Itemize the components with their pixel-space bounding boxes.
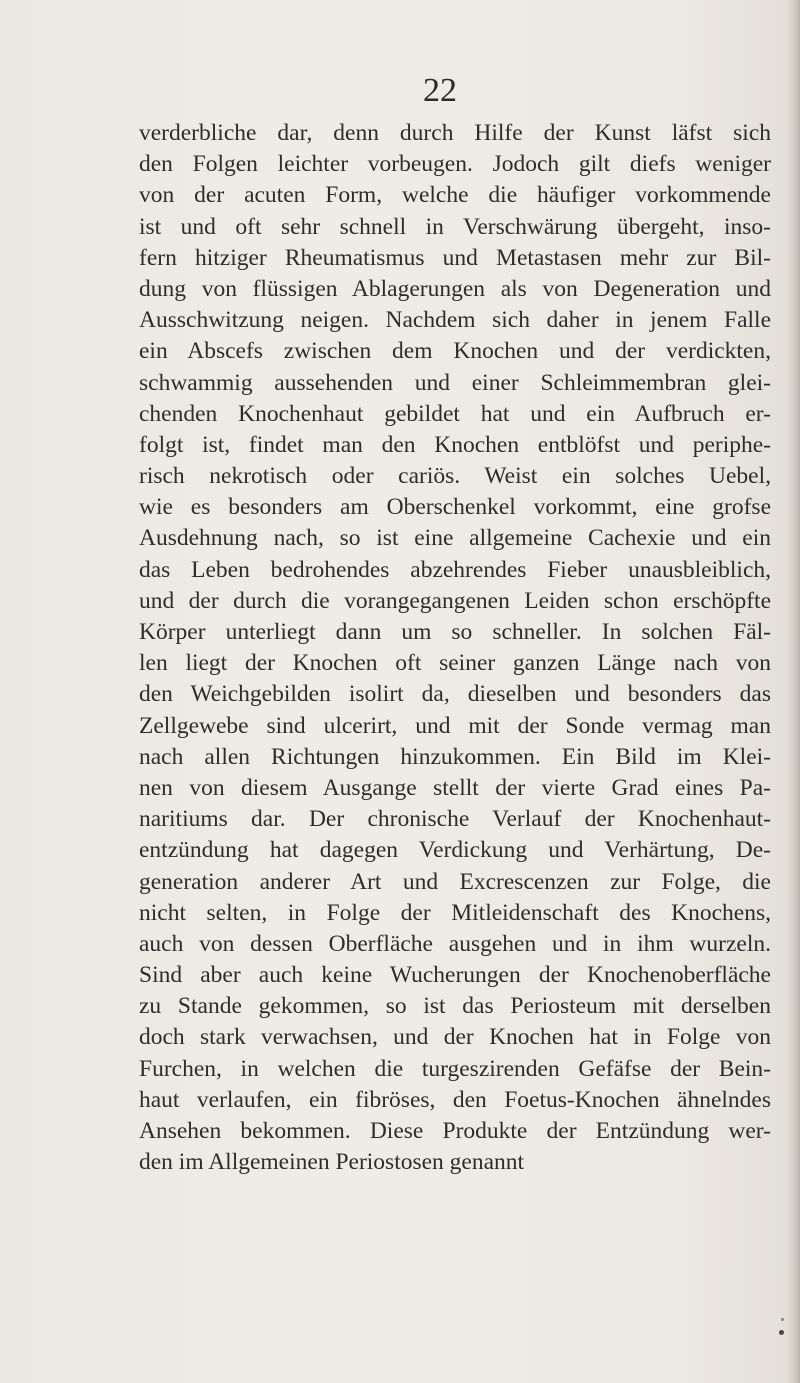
ink-speck bbox=[781, 1318, 784, 1321]
text-line: len liegt der Knochen oft seiner ganzen Länge nach von bbox=[139, 650, 771, 677]
text-line: Sind aber auch keine Wucherungen der Knochenoberfläche bbox=[139, 962, 771, 989]
text-line: dung von flüssigen Ablagerungen als von Degeneration und bbox=[139, 275, 771, 302]
text-line: ein Abscefs zwischen dem Knochen und der verdickten, bbox=[139, 338, 771, 365]
text-line: risch nekrotisch oder cariös. Weist ein solches Uebel, bbox=[139, 463, 771, 490]
text-line: naritiums dar. Der chronische Verlauf der Knochenhaut- bbox=[139, 806, 771, 833]
text-line: fern hitziger Rheumatismus und Metastasen mehr zur Bil- bbox=[139, 244, 771, 271]
text-line: den Folgen leichter vorbeugen. Jodoch gilt diefs weniger bbox=[139, 151, 771, 178]
text-line: verderbliche dar, denn durch Hilfe der Kunst läfst sich bbox=[139, 120, 771, 146]
text-line: auch von dessen Oberfläche ausgehen und in ihm wurzeln. bbox=[139, 930, 771, 957]
text-line: das Leben bedrohendes abzehrendes Fieber unausbleiblich, bbox=[139, 556, 771, 583]
text-line: nen von diesem Ausgange stellt der vierte Grad eines Pa- bbox=[139, 774, 771, 801]
text-line: Furchen, in welchen die turgeszirenden Gefäfse der Bein- bbox=[139, 1055, 771, 1082]
text-line: und der durch die vorangegangenen Leiden schon erschöpfte bbox=[139, 587, 771, 614]
text-line: entzündung hat dagegen Verdickung und Verhärtung, De- bbox=[139, 837, 771, 864]
text-line: haut verlaufen, ein fibröses, den Foetus-Knochen ähnelndes bbox=[139, 1086, 771, 1113]
text-line: nach allen Richtungen hinzukommen. Ein Bild im Klei- bbox=[139, 743, 771, 770]
text-line: nicht selten, in Folge der Mitleidenschaft des Knochens, bbox=[139, 899, 771, 926]
ink-speck bbox=[779, 1330, 784, 1335]
text-line: wie es besonders am Oberschenkel vorkommt, eine grofse bbox=[139, 494, 771, 521]
text-line: chenden Knochenhaut gebildet hat und ein Aufbruch er- bbox=[139, 400, 771, 427]
text-line: zu Stande gekommen, so ist das Periosteum mit derselben bbox=[139, 993, 771, 1020]
text-line: ist und oft sehr schnell in Verschwärung übergeht, inso- bbox=[139, 213, 771, 240]
text-line: generation anderer Art und Excrescenzen zur Folge, die bbox=[139, 868, 771, 895]
text-line: Körper unterliegt dann um so schneller. In solchen Fäl- bbox=[139, 619, 771, 645]
text-line: Ansehen bekommen. Diese Produkte der Entzündung wer- bbox=[139, 1118, 771, 1144]
text-line: den Weichgebilden isolirt da, dieselben und besonders das bbox=[139, 681, 771, 708]
text-line: Ausschwitzung neigen. Nachdem sich daher in jenem Falle bbox=[139, 307, 771, 334]
text-line: doch stark verwachsen, und der Knochen hat in Folge von bbox=[139, 1024, 771, 1051]
text-line: folgt ist, findet man den Knochen entblöfst und periphe- bbox=[139, 431, 771, 458]
body-text bbox=[139, 118, 771, 1178]
text-line: schwammig aussehenden und einer Schleimmembran glei- bbox=[139, 369, 771, 396]
text-line: Ausdehnung nach, so ist eine allgemeine Cachexie und ein bbox=[139, 525, 771, 552]
page-edge-shadow bbox=[786, 0, 800, 1383]
text-line: von der acuten Form, welche die häufiger vorkommende bbox=[139, 182, 771, 209]
text-line: Zellgewebe sind ulcerirt, und mit der Sonde vermag man bbox=[139, 712, 771, 739]
text-line: den im Allgemeinen Periostosen genannt bbox=[139, 1149, 525, 1176]
page-number: 22 bbox=[423, 72, 457, 109]
